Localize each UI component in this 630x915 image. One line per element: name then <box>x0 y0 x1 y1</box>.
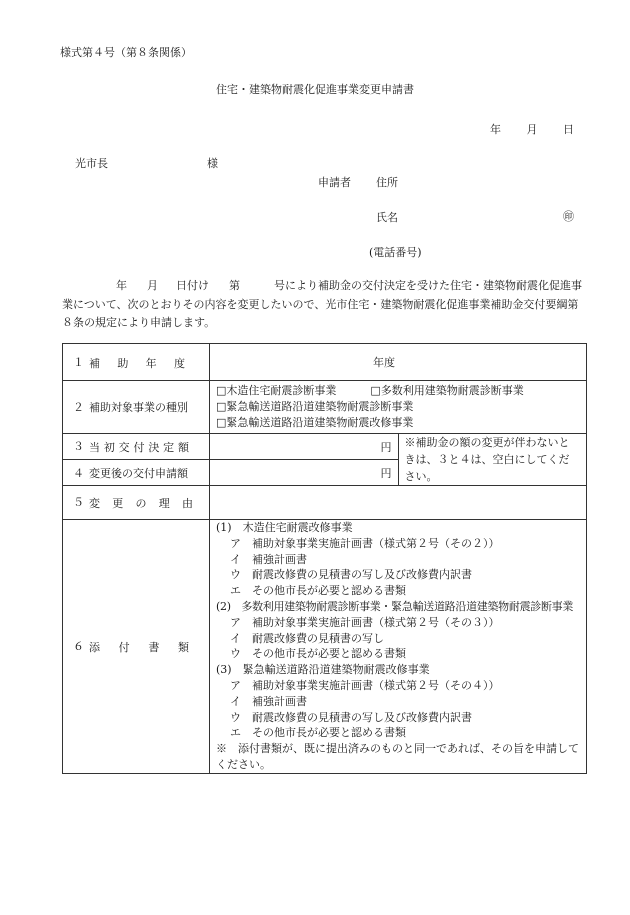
date-day[interactable]: 日 <box>563 123 574 136</box>
list-item: イ 補強計画書 <box>230 552 307 566</box>
body-year: 年 <box>116 279 127 292</box>
name-field-label[interactable]: 氏名 <box>376 211 398 224</box>
applicant-label: 申請者 <box>318 176 351 189</box>
list-item: ウ 耐震改修費の見積書の写し及び改修費内訳書 <box>230 568 472 582</box>
list-item: ウ その他市長が必要と認める書類 <box>230 647 406 661</box>
body-month: 月 <box>147 279 158 292</box>
honorific: 様 <box>207 157 218 170</box>
address-field-label[interactable]: 住所 <box>376 176 398 189</box>
table-row-change-reason <box>63 486 587 520</box>
amount-note: ※補助金の額の変更が伴わないときは、３と４は、空白にしてください。 <box>398 434 587 486</box>
label-subsidy-year: １ 補 助 年 度 <box>63 344 210 381</box>
date-year[interactable]: 年 <box>490 123 501 136</box>
list-item: (2) 多数利用建築物耐震診断事業・緊急輸送道路沿道建築物耐震診断事業 <box>216 599 574 613</box>
date-line <box>472 121 574 137</box>
body-text: 号により補助金の交付決定を受けた住宅・建築物耐震化促進事業について、次のとおりその内容を変更したいので、光市住宅・建築物耐震化促進事業補助金交付要綱第８条の規定により申請します。 <box>62 279 582 329</box>
checkbox-wooden-house-diagnosis[interactable]: □木造住宅耐震診断事業 <box>216 384 337 397</box>
change-reason-field[interactable] <box>210 486 587 520</box>
checkbox-multi-use-diagnosis[interactable]: □多数利用建築物耐震診断事業 <box>370 384 524 397</box>
attachments-list <box>210 520 587 774</box>
seal-icon: ㊞ <box>563 210 574 223</box>
page-title: 住宅・建築物耐震化促進事業変更申請書 <box>216 83 414 96</box>
attachments-note: ※ 添付書類が、既に提出済みのものと同一であれば、その旨を申請してください。 <box>216 742 579 771</box>
list-item: イ 耐震改修費の見積書の写し <box>230 631 384 645</box>
project-type-options <box>210 381 587 434</box>
list-item: (1) 木造住宅耐震改修事業 <box>216 521 353 534</box>
form-id: 様式第４号（第８条関係） <box>60 46 192 59</box>
label-initial-amount: ３ 当 初 交 付 決 定 額 <box>63 434 210 460</box>
list-item: ウ 耐震改修費の見積書の写し及び改修費内訳書 <box>230 710 472 724</box>
date-month[interactable]: 月 <box>526 123 538 136</box>
checkbox-emergency-road-diagnosis[interactable]: □緊急輸送道路沿道建築物耐震診断事業 <box>216 400 414 413</box>
application-table <box>62 343 587 774</box>
list-item: エ その他市長が必要と認める書類 <box>230 726 406 740</box>
body-paragraph <box>62 277 582 333</box>
initial-amount-field[interactable]: 円 <box>210 434 399 460</box>
subsidy-year-field[interactable]: 年度 <box>210 344 587 381</box>
label-attachments: ６ 添 付 書 類 <box>63 520 210 774</box>
table-row-attachments <box>63 520 587 774</box>
list-item: ア 補助対象事業実施計画書（様式第２号（その４）） <box>230 678 500 692</box>
list-item: イ 補強計画書 <box>230 694 307 708</box>
changed-amount-field[interactable]: 円 <box>210 460 399 486</box>
table-row-project-type <box>63 381 587 434</box>
phone-field-label[interactable]: (電話番号) <box>369 246 422 259</box>
body-no-prefix: 第 <box>229 279 240 292</box>
list-item: ア 補助対象事業実施計画書（様式第２号（その３）） <box>230 615 500 629</box>
label-change-reason: ５ 変 更 の 理 由 <box>63 486 210 520</box>
table-row-initial-amount <box>63 434 587 460</box>
addressee: 光市長 <box>75 157 108 170</box>
checkbox-emergency-road-retrofit[interactable]: □緊急輸送道路沿道建築物耐震改修事業 <box>216 416 414 429</box>
list-item: ア 補助対象事業実施計画書（様式第２号（その２）） <box>230 536 500 550</box>
label-changed-amount: ４ 変更後の交付申請額 <box>63 460 210 486</box>
list-item: エ その他市長が必要と認める書類 <box>230 584 406 598</box>
list-item: (3) 緊急輸送道路沿道建築物耐震改修事業 <box>216 663 430 677</box>
table-row-subsidy-year <box>63 344 587 381</box>
label-project-type: ２ 補助対象事業の種別 <box>63 381 210 434</box>
body-date-suffix: 日付け <box>176 279 209 292</box>
